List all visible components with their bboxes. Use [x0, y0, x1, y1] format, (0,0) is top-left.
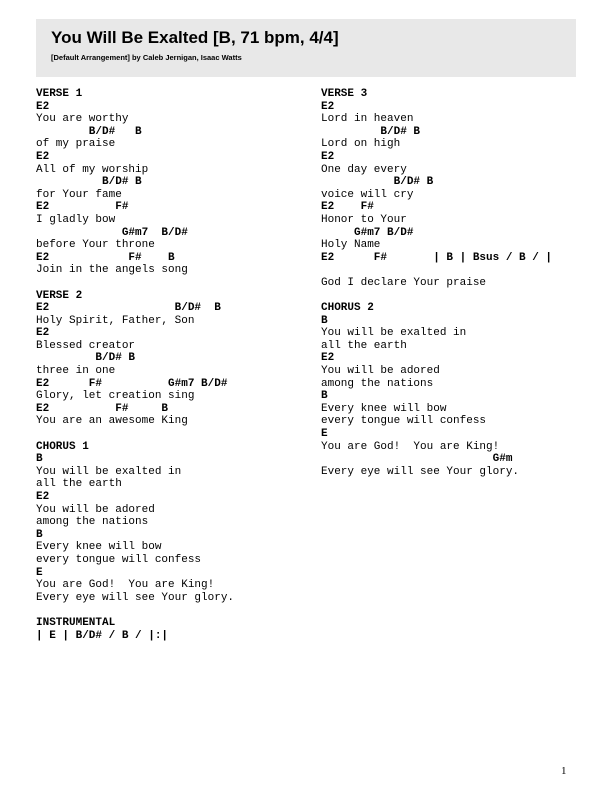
lyric-line: for Your fame [36, 188, 122, 201]
lyric-line: God I declare Your praise [321, 276, 487, 289]
chord-line: B [321, 390, 328, 403]
chord-line: E2 F# G#m7 B/D# [36, 377, 228, 390]
chord-line: G#m7 B/D# [36, 226, 188, 239]
chord-line: E2 F# B [36, 402, 169, 415]
section-heading: VERSE 1 [36, 88, 83, 100]
chord-line: B [36, 528, 43, 541]
chord-line: E [321, 428, 328, 441]
chord-line: B/D# B [36, 176, 142, 189]
blank-line [36, 428, 234, 441]
lyric-line: You will be adored [321, 365, 440, 378]
lyric-line: among the nations [321, 377, 434, 390]
chord-line: E2 [36, 327, 50, 340]
lyric-line: Every knee will bow [321, 402, 447, 415]
lyric-line: You will be adored [36, 503, 155, 516]
lyric-line: One day every [321, 163, 407, 176]
lyric-line: Every knee will bow [36, 541, 162, 554]
lyric-line: You will be exalted in [36, 465, 182, 478]
chord-line: B [321, 314, 328, 327]
lyric-line: Holy Spirit, Father, Son [36, 314, 195, 327]
lyric-line: All of my worship [36, 163, 149, 176]
lyric-line: You are worthy [36, 113, 129, 126]
chord-line: E2 F# [321, 201, 374, 214]
chord-line: E2 F# | B | Bsus / B / | [321, 251, 553, 264]
chord-line: B/D# B [36, 352, 136, 365]
lyric-line: of my praise [36, 138, 116, 151]
song-subtitle: [Default Arrangement] by Caleb Jernigan, Isaac Watts [51, 53, 242, 62]
chord-line: E2 F# [36, 201, 129, 214]
section-heading: CHORUS 1 [36, 440, 89, 453]
lyric-line: Lord on high [321, 138, 401, 151]
page-number: 1 [561, 765, 567, 777]
section-heading: CHORUS 2 [321, 302, 374, 315]
chord-line: B/D# B [321, 125, 421, 138]
lyric-line: Honor to Your [321, 213, 407, 226]
lyric-line: Lord in heaven [321, 113, 414, 126]
blank-line [321, 264, 552, 277]
lyric-line: among the nations [36, 516, 149, 529]
lyric-line: before Your throne [36, 239, 155, 252]
lyric-line: voice will cry [321, 188, 414, 201]
chord-line: E2 [321, 150, 335, 163]
chord-line: E2 [321, 352, 335, 365]
lyric-line: three in one [36, 365, 116, 378]
blank-line [321, 290, 552, 303]
blank-line [36, 604, 234, 617]
lyric-line: all the earth [36, 478, 122, 491]
left-column [36, 88, 234, 642]
chord-line: B [36, 453, 43, 466]
lyric-line: I gladly bow [36, 213, 116, 226]
song-title: You Will Be Exalted [B, 71 bpm, 4/4] [51, 28, 339, 47]
lyric-line: Join in the angels song [36, 264, 188, 277]
section-heading: INSTRUMENTAL [36, 616, 116, 629]
chord-line: G#m [321, 453, 513, 466]
section-heading: VERSE 3 [321, 88, 368, 100]
section-heading: VERSE 2 [36, 289, 83, 302]
chord-line: E2 [321, 100, 335, 113]
chord-line: | E | B/D# / B / |:| [36, 629, 169, 642]
lyric-line: You will be exalted in [321, 327, 467, 340]
lyric-line: Every eye will see Your glory. [36, 591, 235, 604]
title-header [36, 19, 576, 77]
lyric-line: Glory, let creation sing [36, 390, 195, 403]
lyric-line: Holy Name [321, 239, 381, 252]
lyric-line: every tongue will confess [36, 553, 202, 566]
chord-line: E2 F# B [36, 251, 175, 264]
right-column [321, 88, 552, 478]
chord-line: E [36, 566, 43, 579]
lyric-line: Blessed creator [36, 339, 136, 352]
chord-line: E2 [36, 100, 50, 113]
chord-line: E2 [36, 491, 50, 503]
blank-line [36, 277, 234, 290]
lyric-line: You are an awesome King [36, 415, 188, 428]
chord-line: B/D# B [321, 176, 434, 189]
chord-line: E2 [36, 150, 50, 163]
lyric-line: every tongue will confess [321, 415, 487, 428]
lyric-line: all the earth [321, 339, 407, 352]
lyric-line: You are God! You are King! [36, 579, 215, 592]
chord-line: G#m7 B/D# [321, 226, 414, 239]
lyric-line: Every eye will see Your glory. [321, 465, 520, 478]
lyric-line: You are God! You are King! [321, 440, 500, 453]
chord-line: B/D# B [36, 125, 142, 138]
chord-line: E2 B/D# B [36, 302, 221, 315]
